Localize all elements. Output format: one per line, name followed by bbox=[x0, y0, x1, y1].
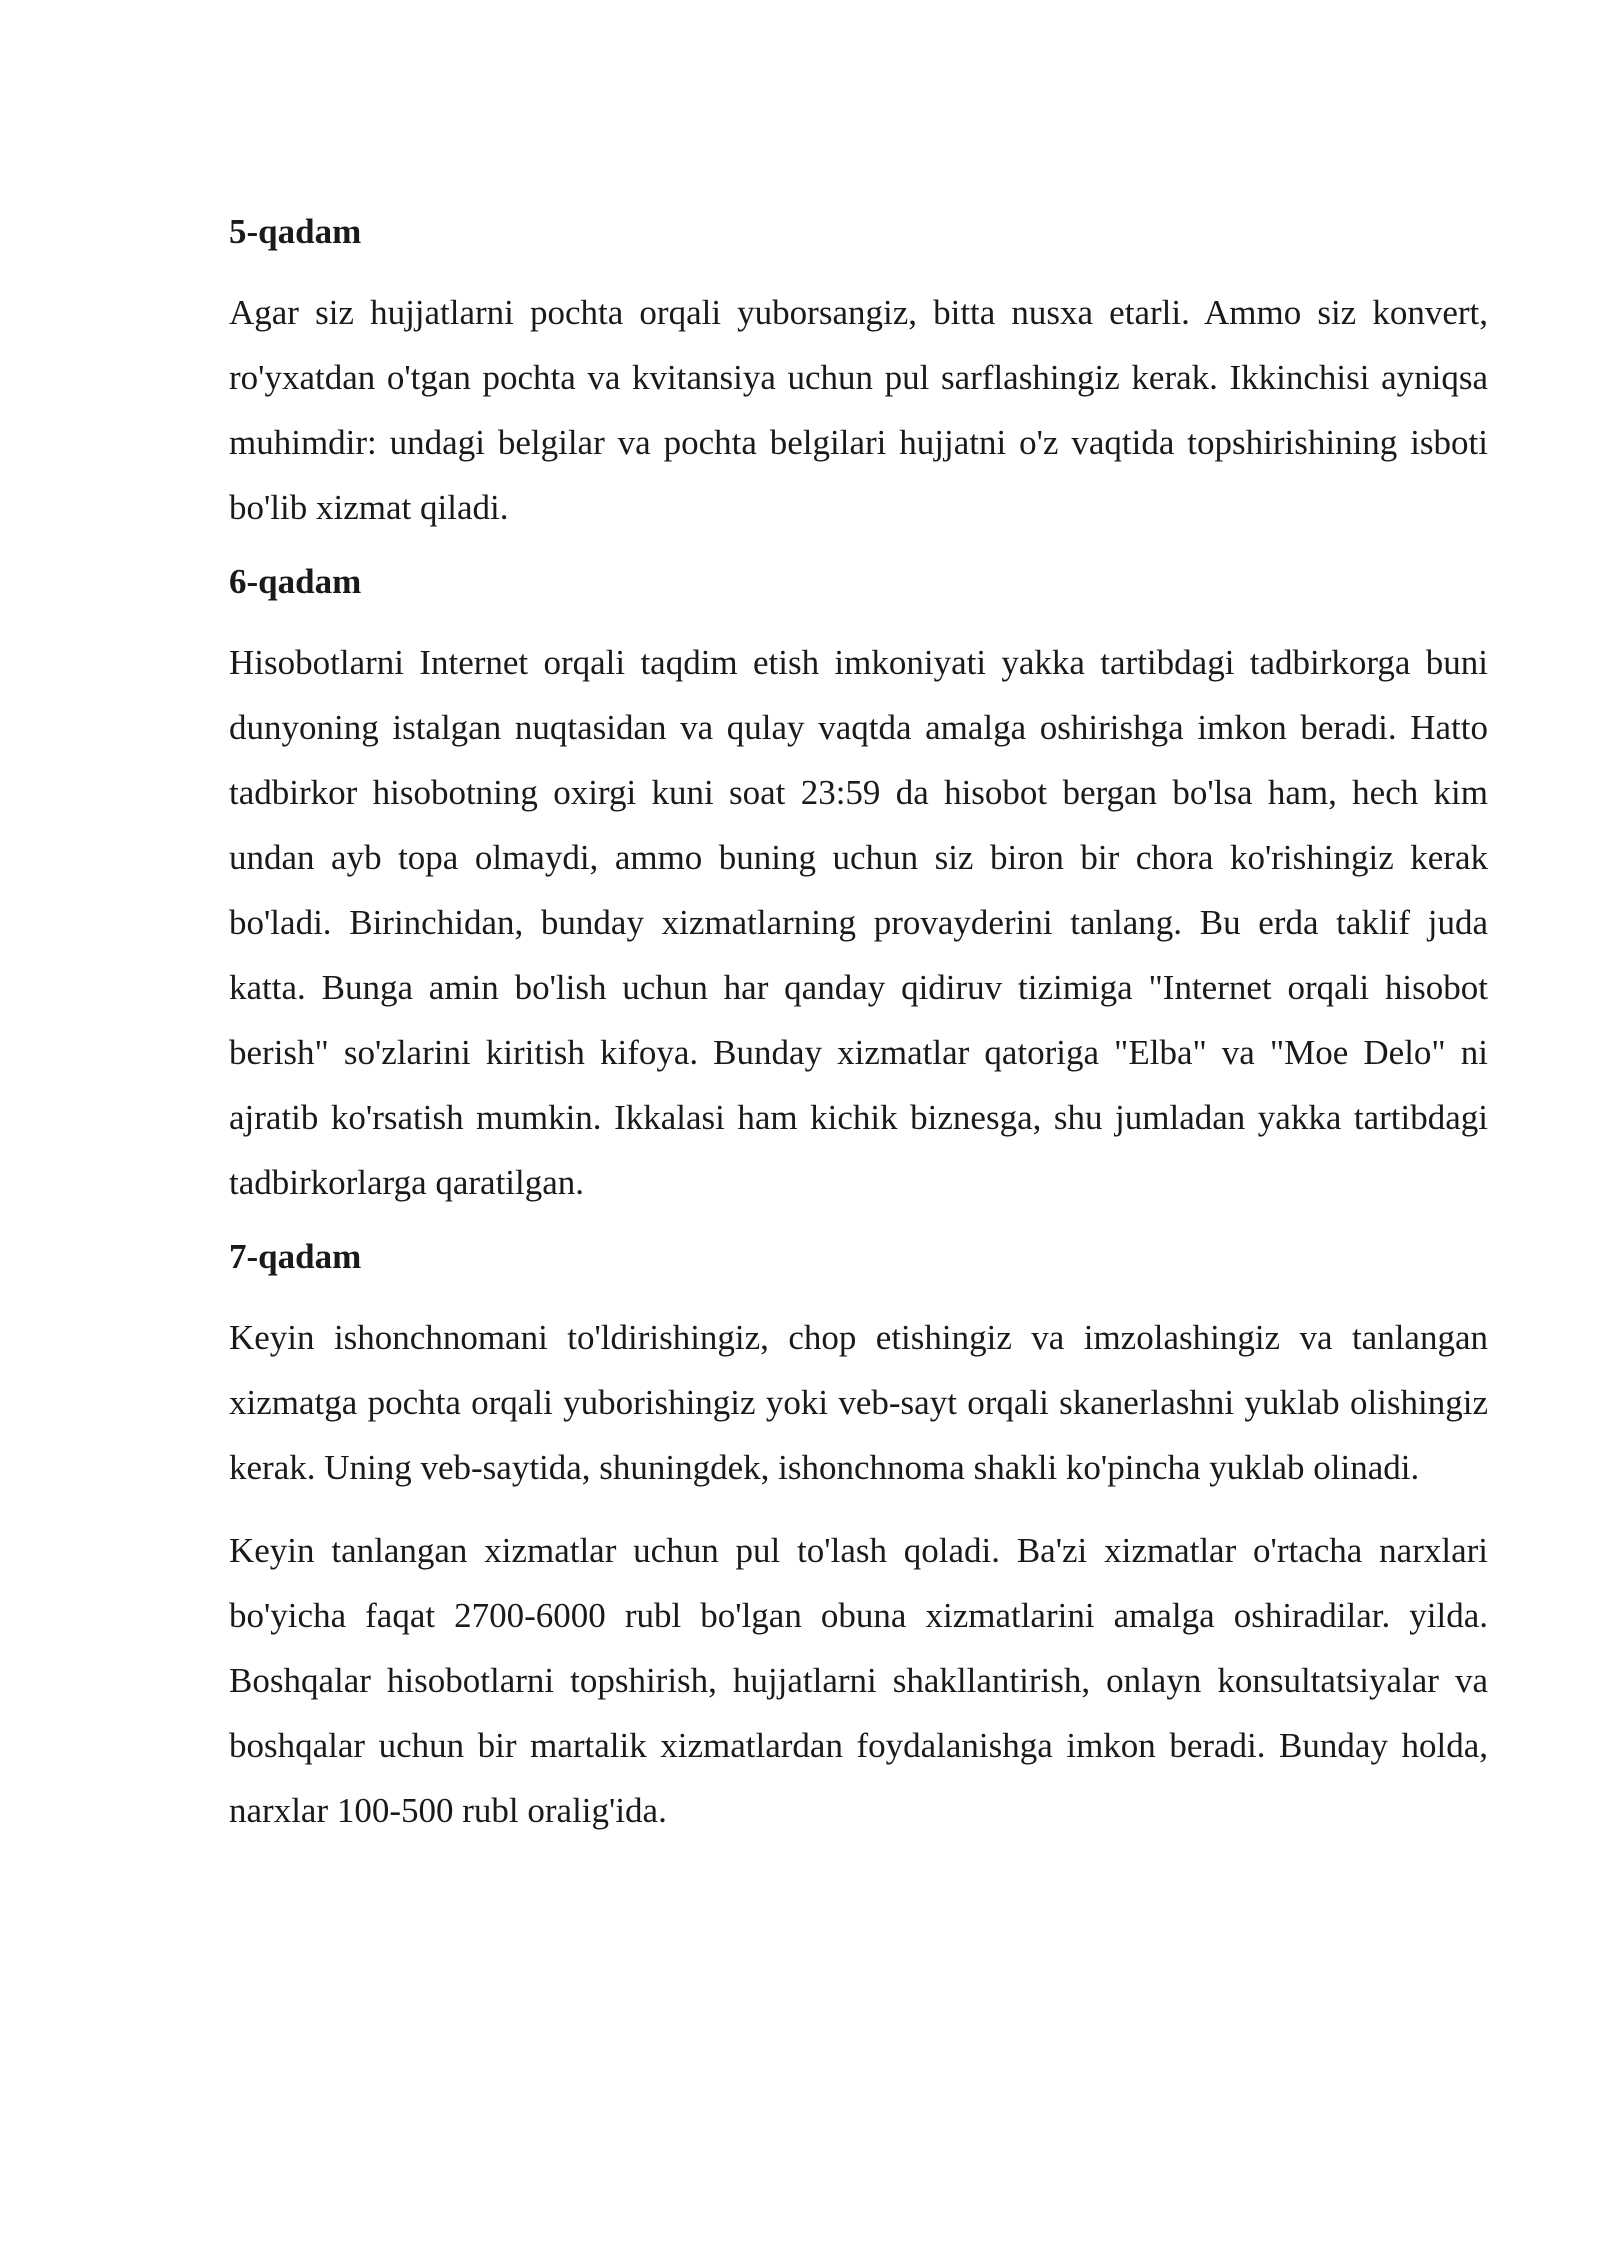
section-heading: 6-qadam bbox=[229, 562, 362, 601]
paragraph: Keyin ishonchnomani to'ldirishingiz, chop etishingiz va imzolashingiz va tanlangan xizmatga pochta orqali yuborishingiz yoki veb-sayt orqali skanerlashni yuklab olishingiz kerak. Uning veb-saytida, shuningdek, ishonchnoma shakli ko'pincha yuklab olinadi. bbox=[229, 1318, 1488, 1487]
paragraph: Agar siz hujjatlarni pochta orqali yuborsangiz, bitta nusxa etarli. Ammo siz konvert, ro'yxatdan o'tgan pochta va kvitansiya uchun pul sarflashingiz kerak. Ikkinchisi ayniqsa muhimdir: undagi belgilar va pochta belgilari hujjatni o'z vaqtida topshirishining isboti bo'lib xizmat qiladi. bbox=[229, 293, 1488, 527]
section-heading: 5-qadam bbox=[229, 212, 362, 251]
paragraph: Keyin tanlangan xizmatlar uchun pul to'lash qoladi. Ba'zi xizmatlar o'rtacha narxlari bo'yicha faqat 2700-6000 rubl bo'lgan obuna xizmatlarini amalga oshiradilar. yilda. Boshqalar hisobotlarni topshirish, hujjatlarni shakllantirish, onlayn konsultatsiyalar va boshqalar uchun bir martalik xizmatlardan foydalanishga imkon beradi. Bunday holda, narxlar 100-500 rubl oralig'ida. bbox=[229, 1531, 1488, 1830]
section-heading: 7-qadam bbox=[229, 1237, 362, 1276]
section-step-7 bbox=[229, 1233, 1488, 1843]
paragraph: Hisobotlarni Internet orqali taqdim etish imkoniyati yakka tartibdagi tadbirkorga buni dunyoning istalgan nuqtasidan va qulay vaqtda amalga oshirishga imkon beradi. Hatto tadbirkor hisobotning oxirgi kuni soat 23:59 da hisobot bergan bo'lsa ham, hech kim undan ayb topa olmaydi, ammo buning uchun siz biron bir chora ko'rishingiz kerak bo'ladi. Birinchidan, bunday xizmatlarning provayderini tanlang. Bu erda taklif juda katta. Bunga amin bo'lish uchun har qanday qidiruv tizimiga "Internet orqali hisobot berish" so'zlarini kiritish kifoya. Bunday xizmatlar qatoriga "Elba" va "Moe Delo" ni ajratib ko'rsatish mumkin. Ikkalasi ham kichik biznesga, shu jumladan yakka tartibdagi tadbirkorlarga qaratilgan. bbox=[229, 643, 1488, 1202]
document-content bbox=[229, 208, 1488, 1843]
section-step-5 bbox=[229, 208, 1488, 540]
section-step-6 bbox=[229, 558, 1488, 1215]
